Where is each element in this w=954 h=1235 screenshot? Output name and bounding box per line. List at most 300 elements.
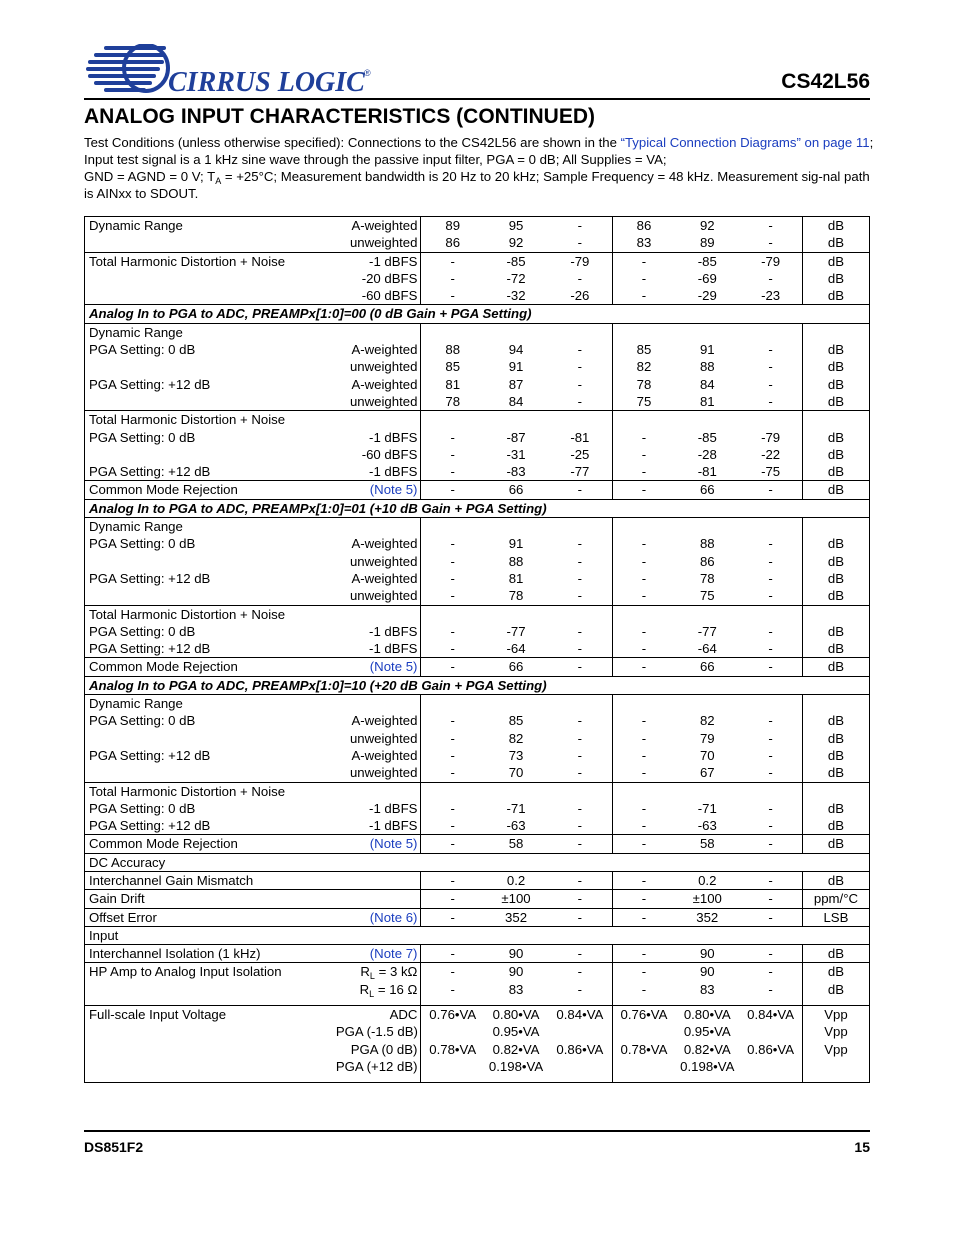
value-cell xyxy=(675,695,739,713)
value-cell: - xyxy=(739,270,802,287)
value-cell: - xyxy=(641,464,647,480)
value-cell xyxy=(739,411,802,429)
value-cell: -26 xyxy=(548,287,612,305)
value-cell: 81 xyxy=(508,570,524,586)
condition-cell: -1 dBFS xyxy=(333,429,421,446)
condition-cell: unweighted xyxy=(333,393,421,411)
value-cell: -85 xyxy=(697,429,717,445)
value-cell: -79 xyxy=(739,429,802,446)
value-cell: - xyxy=(450,730,455,746)
value-cell: - xyxy=(421,890,484,908)
condition-cell: -1 dBFS xyxy=(333,252,421,270)
condition-cell: unweighted xyxy=(333,358,421,375)
table-row xyxy=(85,998,870,1006)
value-cell: - xyxy=(548,270,612,287)
value-cell: 58 xyxy=(484,835,548,853)
table-row xyxy=(85,623,870,640)
parameter-cell xyxy=(85,730,333,747)
value-cell: - xyxy=(739,764,802,782)
table-row xyxy=(85,730,870,747)
parameter-cell: Offset Error xyxy=(85,908,333,926)
value-cell: - xyxy=(421,871,484,889)
table-row xyxy=(85,518,870,536)
condition-cell xyxy=(333,890,421,908)
value-cell: 0.78•VA xyxy=(429,1041,477,1057)
value-cell: 84 xyxy=(508,393,524,409)
value-cell: 70 xyxy=(508,765,524,781)
condition-cell xyxy=(333,411,421,429)
unit-cell: ppm/°C xyxy=(802,890,869,908)
value-cell: - xyxy=(450,800,455,816)
unit-cell: dB xyxy=(827,464,845,480)
group-heading: Input xyxy=(85,926,870,944)
spacer-cell xyxy=(675,998,739,1006)
value-cell: 0.198•VA xyxy=(488,1058,544,1074)
unit-cell: dB xyxy=(827,342,845,358)
condition-cell: A-weighted xyxy=(333,217,421,235)
value-cell: - xyxy=(612,963,675,981)
condition-cell: PGA (-1.5 dB) xyxy=(333,1023,421,1040)
value-cell: 84 xyxy=(699,376,715,392)
conditions-text-4: = +25°C; Measurement bandwidth is 20 Hz to 20 kHz; Sample Frequency = 48 kHz. Measurement sig-nal path is AINxx to SDOUT. xyxy=(84,169,870,201)
spacer-cell xyxy=(802,1075,869,1083)
parameter-cell: Total Harmonic Distortion + Noise xyxy=(85,411,333,429)
value-cell: 78 xyxy=(508,588,524,604)
value-cell: - xyxy=(739,341,802,358)
parameter-cell xyxy=(85,234,333,252)
unit-cell: dB xyxy=(827,818,845,834)
spacer-cell xyxy=(675,1075,739,1083)
value-cell: 0.95•VA xyxy=(492,1024,540,1040)
unit-cell: LSB xyxy=(802,908,869,926)
value-cell: - xyxy=(612,890,675,908)
value-cell: 90 xyxy=(484,963,548,981)
value-cell: - xyxy=(739,535,802,552)
table-row xyxy=(85,570,870,587)
condition-cell xyxy=(333,695,421,713)
value-cell: - xyxy=(548,835,612,853)
document-id: DS851F2 xyxy=(84,1139,144,1155)
table-row xyxy=(85,1041,870,1058)
note-link[interactable]: (Note 7) xyxy=(333,945,421,963)
unit-cell xyxy=(802,411,869,429)
header-rule xyxy=(84,98,870,100)
value-cell: -22 xyxy=(739,446,802,463)
condition-cell: PGA (0 dB) xyxy=(333,1041,421,1058)
parameter-cell: PGA Setting: +12 dB xyxy=(89,464,211,480)
table-row xyxy=(85,305,870,323)
value-cell: -23 xyxy=(739,287,802,305)
value-cell: -69 xyxy=(697,270,717,286)
value-cell: 79 xyxy=(699,730,715,746)
spacer-cell xyxy=(548,1075,612,1083)
value-cell: 82 xyxy=(508,730,524,746)
parameter-cell: PGA Setting: +12 dB xyxy=(89,641,211,657)
condition-cell: A-weighted xyxy=(333,747,421,764)
unit-cell: dB xyxy=(827,747,845,763)
table-row xyxy=(85,926,870,944)
unit-cell xyxy=(802,1058,869,1075)
table-row xyxy=(85,871,870,889)
value-cell: 0.84•VA xyxy=(548,1006,612,1024)
parameter-cell xyxy=(85,393,333,411)
value-cell: - xyxy=(641,800,647,816)
unit-cell: dB xyxy=(827,376,845,392)
value-cell: - xyxy=(421,658,484,676)
value-cell: - xyxy=(421,908,484,926)
value-cell: -87 xyxy=(506,429,526,445)
value-cell: 66 xyxy=(675,481,739,499)
table-row xyxy=(85,535,870,552)
value-cell: -85 xyxy=(484,252,548,270)
value-cell xyxy=(612,411,675,429)
value-cell xyxy=(675,518,739,536)
value-cell: - xyxy=(450,536,455,552)
unit-cell: dB xyxy=(827,713,845,729)
parameter-cell: Dynamic Range xyxy=(85,695,333,713)
value-cell: - xyxy=(548,217,612,235)
table-row xyxy=(85,1023,870,1040)
value-cell xyxy=(739,323,802,341)
footer-rule xyxy=(84,1130,870,1132)
value-cell xyxy=(421,605,484,623)
value-cell xyxy=(548,695,612,713)
value-cell: - xyxy=(739,393,802,411)
unit-cell: dB xyxy=(827,270,845,286)
value-cell xyxy=(484,782,548,800)
value-cell: -31 xyxy=(506,446,526,462)
value-cell: 58 xyxy=(675,835,739,853)
value-cell: - xyxy=(612,871,675,889)
value-cell: -25 xyxy=(548,446,612,463)
table-row xyxy=(85,835,870,853)
table-row xyxy=(85,782,870,800)
value-cell: - xyxy=(641,429,647,445)
condition-cell: A-weighted xyxy=(333,376,421,393)
value-cell xyxy=(484,411,548,429)
value-cell xyxy=(484,323,548,341)
value-cell: - xyxy=(641,765,647,781)
value-cell: - xyxy=(450,446,455,462)
unit-cell: dB xyxy=(827,800,845,816)
value-cell: - xyxy=(421,252,484,270)
condition-cell: unweighted xyxy=(333,764,421,782)
value-cell: -79 xyxy=(739,252,802,270)
spacer-cell xyxy=(421,1075,484,1083)
resistance-symbol: R xyxy=(360,964,370,980)
value-cell: -71 xyxy=(697,800,717,816)
unit-cell xyxy=(802,518,869,536)
value-cell: 67 xyxy=(699,765,715,781)
value-cell: - xyxy=(739,658,802,676)
section-heading: Analog In to PGA to ADC, PREAMPx[1:0]=00 (0 dB Gain + PGA Setting) xyxy=(85,305,870,323)
unit-cell: dB xyxy=(827,446,845,462)
unit-cell xyxy=(802,323,869,341)
value-cell: 0.86•VA xyxy=(739,1041,802,1058)
condition-cell: -1 dBFS xyxy=(333,640,421,658)
value-cell: 81 xyxy=(699,393,715,409)
value-cell xyxy=(548,1058,612,1075)
value-cell: 0.84•VA xyxy=(739,1006,802,1024)
table-row xyxy=(85,890,870,908)
conditions-text-1: Test Conditions (unless otherwise specified): Connections to the CS42L56 are shown in the xyxy=(84,135,621,150)
value-cell: - xyxy=(739,800,802,817)
table-row xyxy=(85,217,870,235)
table-row xyxy=(85,481,870,499)
value-cell xyxy=(548,323,612,341)
unit-cell: dB xyxy=(827,570,845,586)
value-cell xyxy=(675,782,739,800)
value-cell: - xyxy=(421,835,484,853)
value-cell: - xyxy=(548,481,612,499)
parameter-cell xyxy=(85,446,333,463)
value-cell: -85 xyxy=(675,252,739,270)
value-cell: 73 xyxy=(508,747,524,763)
value-cell: 0.86•VA xyxy=(548,1041,612,1058)
value-cell: - xyxy=(739,712,802,729)
value-cell: - xyxy=(450,588,455,604)
table-row xyxy=(85,817,870,835)
value-cell: 0.80•VA xyxy=(675,1006,739,1024)
condition-cell: -1 dBFS xyxy=(333,800,421,817)
value-cell: 0.80•VA xyxy=(484,1006,548,1024)
spacer-cell xyxy=(739,1075,802,1083)
parameter-cell: Interchannel Isolation (1 kHz) xyxy=(85,945,333,963)
value-cell: - xyxy=(450,765,455,781)
value-cell: 86 xyxy=(612,217,675,235)
unit-cell: dB xyxy=(802,217,869,235)
note-link[interactable]: (Note 6) xyxy=(333,908,421,926)
condition-cell: -1 dBFS xyxy=(333,623,421,640)
value-cell: 90 xyxy=(484,945,548,963)
value-cell: -32 xyxy=(506,288,526,304)
unit-cell: dB xyxy=(827,730,845,746)
parameter-cell xyxy=(85,1023,333,1040)
condition-cell xyxy=(333,963,421,981)
value-cell xyxy=(675,411,739,429)
unit-cell: dB xyxy=(827,588,845,604)
value-cell xyxy=(484,518,548,536)
condition-cell xyxy=(333,981,421,998)
condition-cell: A-weighted xyxy=(333,570,421,587)
value-cell xyxy=(484,605,548,623)
value-cell: -64 xyxy=(697,641,717,657)
value-cell: 0.82•VA xyxy=(492,1041,540,1057)
value-cell xyxy=(739,782,802,800)
parameter-cell: PGA Setting: 0 dB xyxy=(89,800,196,816)
parameter-cell xyxy=(85,1041,333,1058)
parameter-cell: Common Mode Rejection xyxy=(85,835,333,853)
unit-cell: dB xyxy=(802,252,869,270)
value-cell: 95 xyxy=(484,217,548,235)
value-cell: - xyxy=(450,747,455,763)
value-cell: -75 xyxy=(739,463,802,481)
value-cell xyxy=(675,605,739,623)
value-cell: 352 xyxy=(484,908,548,926)
table-row xyxy=(85,764,870,782)
condition-cell: ADC xyxy=(333,1006,421,1024)
condition-cell: unweighted xyxy=(333,730,421,747)
parameter-cell xyxy=(85,587,333,605)
registered-mark: ® xyxy=(364,68,371,78)
parameter-cell xyxy=(85,981,333,998)
value-cell xyxy=(612,518,675,536)
note-link[interactable]: (Note 5) xyxy=(333,658,421,676)
value-cell: -71 xyxy=(506,800,526,816)
value-cell: 86 xyxy=(699,553,715,569)
value-cell: - xyxy=(612,835,675,853)
parameter-cell xyxy=(85,270,333,287)
unit-cell: dB xyxy=(802,658,869,676)
value-cell xyxy=(484,695,548,713)
value-cell xyxy=(739,1058,802,1075)
value-cell xyxy=(421,1058,484,1075)
value-cell: ±100 xyxy=(484,890,548,908)
parameter-cell: Dynamic Range xyxy=(85,518,333,536)
table-row xyxy=(85,376,870,393)
unit-cell: dB xyxy=(802,481,869,499)
value-cell: - xyxy=(548,341,612,358)
value-cell: - xyxy=(739,623,802,640)
spacer-cell xyxy=(333,998,421,1006)
value-cell xyxy=(675,323,739,341)
condition-cell xyxy=(333,782,421,800)
value-cell xyxy=(548,411,612,429)
value-cell: - xyxy=(421,945,484,963)
value-cell: - xyxy=(421,481,484,499)
value-cell: - xyxy=(548,234,612,252)
value-cell: 66 xyxy=(484,658,548,676)
value-cell: - xyxy=(641,570,647,586)
spacer-cell xyxy=(85,1075,333,1083)
value-cell: 88 xyxy=(699,359,715,375)
value-cell: -77 xyxy=(506,623,526,639)
value-cell: - xyxy=(739,908,802,926)
resistance-value: = 3 kΩ xyxy=(374,964,418,980)
value-cell: - xyxy=(739,835,802,853)
table-row xyxy=(85,981,870,998)
table-row xyxy=(85,411,870,429)
value-cell: - xyxy=(641,713,647,729)
table-row xyxy=(85,963,870,981)
value-cell: -28 xyxy=(697,446,717,462)
value-cell: - xyxy=(548,570,612,587)
parameter-cell: Interchannel Gain Mismatch xyxy=(85,871,333,889)
value-cell: - xyxy=(548,747,612,764)
value-cell: 83 xyxy=(636,235,652,251)
value-cell: - xyxy=(641,818,647,834)
value-cell: 0.78•VA xyxy=(620,1041,668,1057)
unit-cell xyxy=(802,782,869,800)
condition-cell: unweighted xyxy=(333,553,421,570)
table-row xyxy=(85,800,870,817)
parameter-cell: PGA Setting: 0 dB xyxy=(89,429,196,445)
condition-cell xyxy=(333,518,421,536)
conditions-text-2: ; Input test signal is a 1 kHz sine wave through the passive input filter, PGA = 0 dB; All Supplies = VA; xyxy=(84,135,874,167)
value-cell: - xyxy=(548,393,612,411)
value-cell: - xyxy=(421,963,484,981)
value-cell: - xyxy=(641,730,647,746)
value-cell: -29 xyxy=(697,288,717,304)
parameter-cell: Total Harmonic Distortion + Noise xyxy=(85,782,333,800)
resistance-subscript: L xyxy=(369,971,375,981)
table-row xyxy=(85,499,870,517)
value-cell: -63 xyxy=(697,818,717,834)
logo-wordmark: CIRRUS LOGIC xyxy=(168,67,365,94)
table-row xyxy=(85,463,870,481)
value-cell: -77 xyxy=(697,623,717,639)
value-cell: 90 xyxy=(675,945,739,963)
table-row xyxy=(85,270,870,287)
spacer-cell xyxy=(612,998,675,1006)
table-row xyxy=(85,587,870,605)
value-cell: 88 xyxy=(699,536,715,552)
value-cell: 89 xyxy=(699,235,715,251)
value-cell: - xyxy=(548,800,612,817)
value-cell: - xyxy=(641,288,647,304)
value-cell: 83 xyxy=(508,981,524,997)
value-cell: - xyxy=(450,623,455,639)
resistance-value: = 16 Ω xyxy=(374,981,418,997)
parameter-cell: PGA Setting: +12 dB xyxy=(89,376,211,392)
value-cell: 81 xyxy=(445,376,461,392)
value-cell: 75 xyxy=(636,393,652,409)
note-link[interactable]: (Note 5) xyxy=(333,481,421,499)
value-cell: - xyxy=(739,481,802,499)
table-row xyxy=(85,446,870,463)
value-cell: -77 xyxy=(548,463,612,481)
condition-cell: -1 dBFS xyxy=(333,817,421,835)
value-cell: 82 xyxy=(699,713,715,729)
connection-diagrams-link[interactable]: “Typical Connection Diagrams” on page 11 xyxy=(620,135,870,150)
value-cell: - xyxy=(548,890,612,908)
parameter-cell: PGA Setting: +12 dB xyxy=(89,570,211,586)
value-cell xyxy=(612,695,675,713)
condition-cell xyxy=(333,605,421,623)
value-cell xyxy=(421,518,484,536)
value-cell: - xyxy=(450,570,455,586)
table-row xyxy=(85,429,870,446)
value-cell xyxy=(421,695,484,713)
parameter-cell: PGA Setting: +12 dB xyxy=(89,747,211,763)
value-cell: 82 xyxy=(636,359,652,375)
table-row xyxy=(85,747,870,764)
parameter-cell xyxy=(85,1058,333,1075)
value-cell: - xyxy=(548,764,612,782)
unit-cell: dB xyxy=(827,393,845,409)
value-cell: - xyxy=(739,587,802,605)
value-cell: 75 xyxy=(699,588,715,604)
table-row xyxy=(85,1058,870,1075)
parameter-cell xyxy=(85,764,333,782)
spacer-cell xyxy=(739,998,802,1006)
value-cell: - xyxy=(548,640,612,658)
unit-cell: dB xyxy=(827,553,845,569)
unit-cell: Vpp xyxy=(802,1006,869,1024)
unit-cell: dB xyxy=(827,765,845,781)
value-cell: - xyxy=(450,981,455,997)
value-cell xyxy=(421,782,484,800)
value-cell: 91 xyxy=(508,359,524,375)
value-cell: 86 xyxy=(445,235,461,251)
value-cell: -79 xyxy=(548,252,612,270)
value-cell: - xyxy=(548,658,612,676)
unit-cell: dB xyxy=(827,536,845,552)
unit-cell: dB xyxy=(827,623,845,639)
table-row xyxy=(85,358,870,375)
value-cell: - xyxy=(641,553,647,569)
note-link[interactable]: (Note 5) xyxy=(333,835,421,853)
